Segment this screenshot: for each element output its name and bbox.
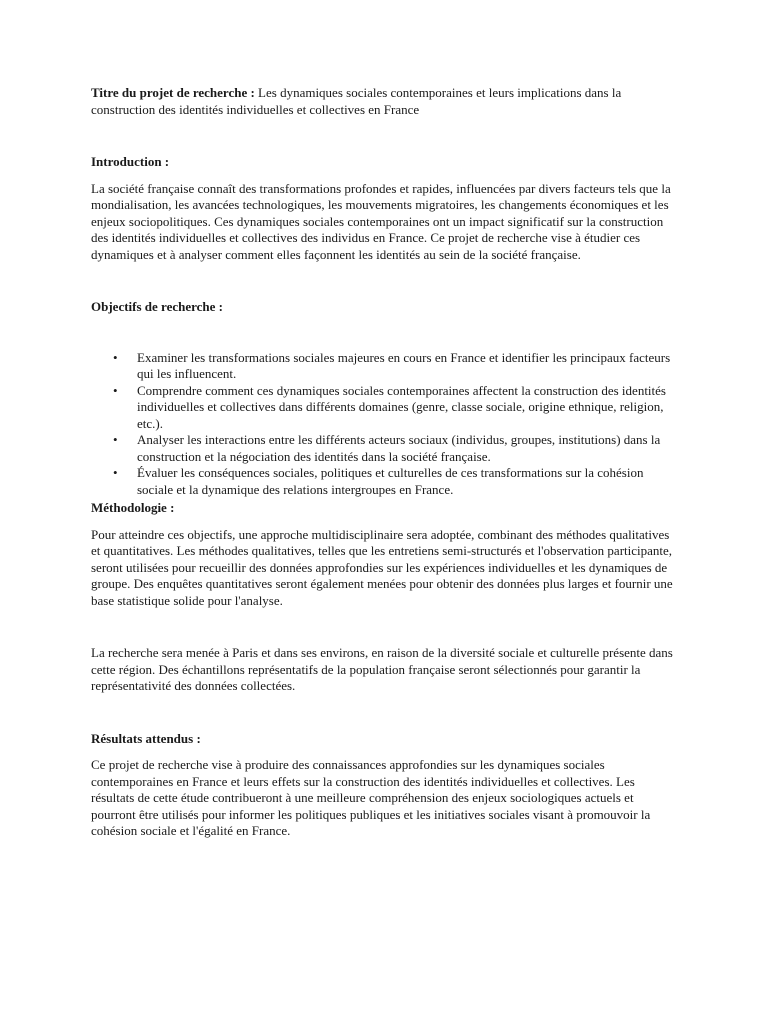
introduction-paragraph: La société française connaît des transformations profondes et rapides, influencées par divers facteurs tels que la mondialisation, les avancées technologiques, les mouvements migratoires, les changements économiques et les enjeux sociopolitiques. Ces dynamiques sociales contemporaines ont un impact significatif sur la construction des identités individuelles et collectives des individus en France. Ce projet de recherche vise à étudier ces dynamiques et à analyser comment elles façonnent les identités au sein de la société française. xyxy=(91,180,671,262)
document-page xyxy=(91,85,681,840)
introduction-heading: Introduction : xyxy=(91,154,170,169)
list-item xyxy=(91,383,681,433)
list-item-text: Comprendre comment ces dynamiques sociales contemporaines affectent la construction des identités individuelles et collectives dans différents domaines (genre, classe sociale, origine ethnique, religion, etc.). xyxy=(137,382,666,431)
list-item xyxy=(91,350,681,383)
objectives-heading: Objectifs de recherche : xyxy=(91,299,223,314)
results-paragraph: Ce projet de recherche vise à produire des connaissances approfondies sur les dynamiques sociales contemporaines en France et leurs effets sur la construction des identités individuelles et collectives. Les résultats de cette étude contribueront à une meilleure compréhension des enjeux sociologiques actuels et pourront être utilisés pour informer les politiques publiques et les initiatives sociales visant à promouvoir la cohésion sociale et l'égalité en France. xyxy=(91,757,651,838)
list-item xyxy=(91,465,681,498)
project-title-text: Les dynamiques sociales contemporaines et leurs implications dans la construction des identités individuelles et collectives en France xyxy=(91,85,622,117)
list-item-text: Analyser les interactions entre les différents acteurs sociaux (individus, groupes, institutions) dans la construction et la négociation des identités dans la société française. xyxy=(137,432,661,464)
methodology-paragraph-2: La recherche sera menée à Paris et dans ses environs, en raison de la diversité sociale et culturelle présente dans cette région. Des échantillons représentatifs de la population française seront sélectionnés pour garantir la représentativité des données collectées. xyxy=(91,645,673,693)
bullet-icon: • xyxy=(113,382,118,398)
project-title-label: Titre du projet de recherche : xyxy=(91,85,255,100)
list-item-text: Examiner les transformations sociales majeures en cours en France et identifier les principaux facteurs qui les influencent. xyxy=(137,349,671,381)
bullet-icon: • xyxy=(113,465,118,480)
bullet-icon: • xyxy=(113,432,118,447)
list-item xyxy=(91,432,681,465)
methodology-paragraph-1: Pour atteindre ces objectifs, une approche multidisciplinaire sera adoptée, combinant des méthodes qualitatives et quantitatives. Les méthodes qualitatives, telles que les entretiens semi-structurés et l'observation participante, seront utilisées pour recueillir des données approfondies sur les expériences individuelles et les dynamiques de groupe. Des enquêtes quantitatives seront également menées pour obtenir des données plus larges et fournir une base statistique solide pour l'analyse. xyxy=(91,526,673,608)
methodology-heading: Méthodologie : xyxy=(91,500,175,515)
objectives-list xyxy=(91,350,681,499)
project-title xyxy=(91,85,681,118)
list-item-text: Évaluer les conséquences sociales, politiques et culturelles de ces transformations sur la cohésion sociale et la dynamique des relations intergroupes en France. xyxy=(137,465,644,497)
results-heading: Résultats attendus : xyxy=(91,730,201,746)
bullet-icon: • xyxy=(113,349,118,365)
